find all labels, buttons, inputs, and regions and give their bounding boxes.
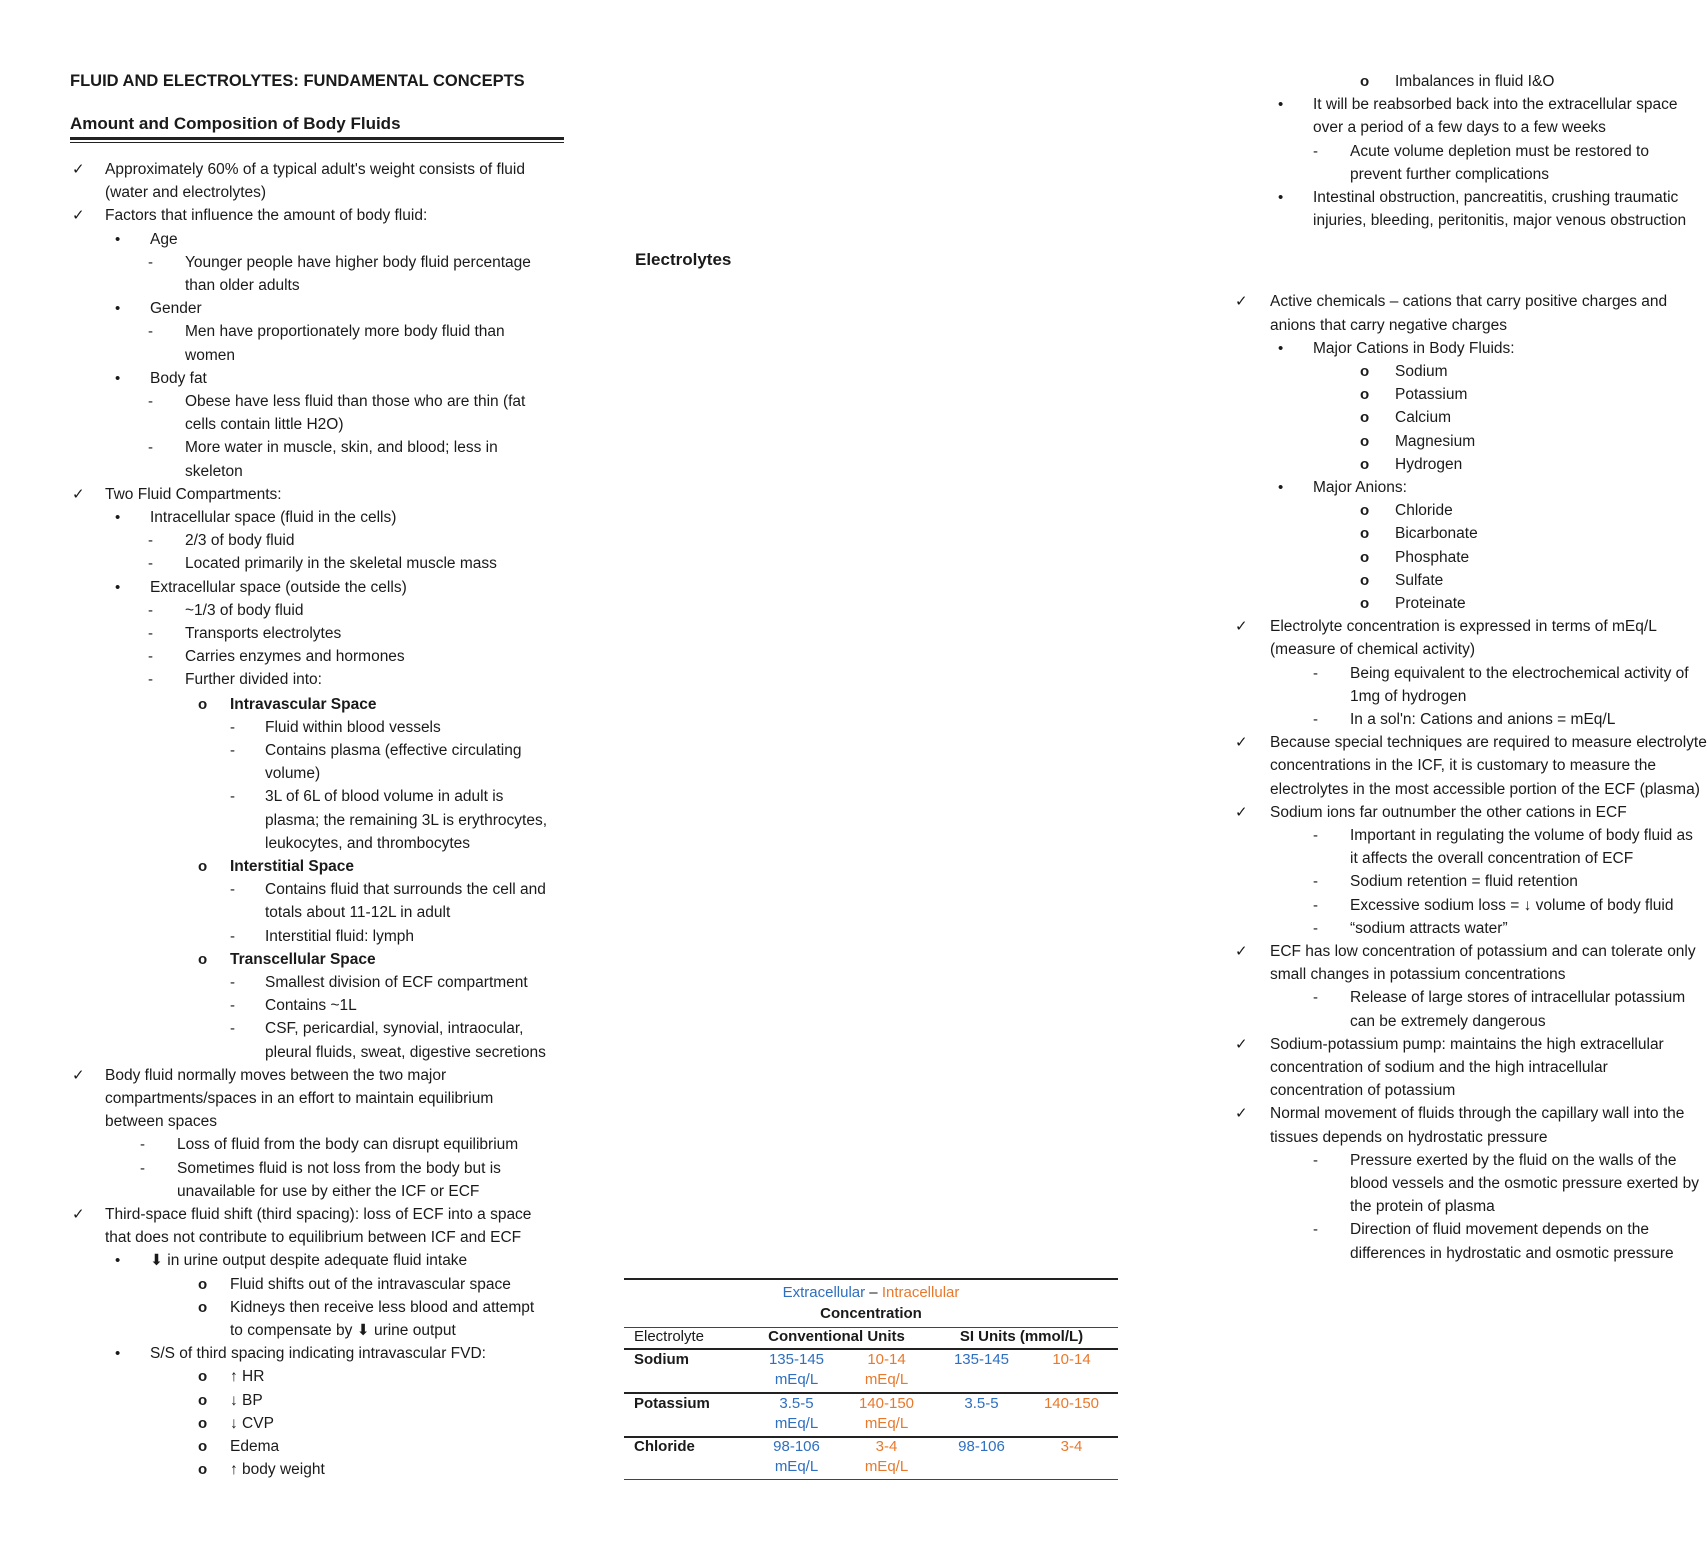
outline-line: concentrations in the ICF, it is customary to measure the [1270, 757, 1656, 775]
dash-marker: - [230, 788, 235, 806]
dash-marker: - [148, 601, 153, 619]
outline-line: Fluid within blood vessels [265, 718, 441, 736]
outline-line: 3L of 6L of blood volume in adult is [265, 788, 504, 806]
outline-line: ↓ CVP [230, 1414, 274, 1432]
outline-line: ⬇ in urine output despite adequate fluid intake [150, 1252, 468, 1270]
outline-line: to compensate by ⬇ urine output [230, 1322, 456, 1339]
dash-marker: - [1313, 1221, 1318, 1239]
circle-marker: o [1360, 571, 1370, 589]
dash-marker: - [148, 439, 153, 457]
caption-separator: – [865, 1284, 882, 1301]
outline-line: prevent further complications [1350, 165, 1550, 183]
circle-marker: o [198, 1438, 208, 1455]
conv-intracellular-value: 3-4 [875, 1438, 898, 1455]
circle-marker: o [1360, 455, 1370, 473]
outline-line: Chloride [1395, 502, 1453, 520]
row-rule [624, 1479, 1118, 1480]
outline-line: “sodium attracts water” [1350, 919, 1508, 937]
conv-extracellular-unit: mEq/L [774, 1458, 819, 1475]
dash-marker: - [1313, 664, 1318, 682]
outline-line: Sodium [1395, 363, 1448, 380]
dash-marker: - [230, 881, 235, 899]
bullet-marker: • [1278, 96, 1284, 114]
outline-line: Younger people have higher body fluid percentage [185, 253, 531, 271]
outline-line: Factors that influence the amount of body fluid: [105, 207, 428, 225]
outline-line: Potassium [1395, 386, 1468, 404]
outline-line: Interstitial Space [230, 858, 355, 875]
outline-line: Sodium ions far outnumber the other cations in ECF [1270, 803, 1627, 821]
outline-line: Contains fluid that surrounds the cell and [265, 881, 546, 899]
header-si-units: SI Units (mmol/L) [959, 1328, 1084, 1345]
outline-line: Smallest division of ECF compartment [265, 974, 528, 991]
caption-extracellular: Extracellular [782, 1284, 866, 1301]
outline-line: over a period of a few days to a few weeks [1313, 119, 1606, 137]
outline-line: concentration of sodium and the high intracellular [1270, 1059, 1608, 1076]
outline-line: Body fluid normally moves between the two major [105, 1066, 447, 1084]
outline-line: skeleton [185, 462, 243, 480]
table-top-rule [624, 1278, 1118, 1280]
outline-line: Sulfate [1395, 571, 1444, 589]
bullet-marker: • [1278, 479, 1284, 496]
circle-marker: o [1360, 73, 1370, 90]
outline-line: pleural fluids, sweat, digestive secretions [265, 1043, 546, 1061]
outline-line: Extracellular space (outside the cells) [150, 578, 407, 596]
outline-line: between spaces [105, 1113, 218, 1131]
bullet-marker: • [115, 369, 121, 387]
dash-marker: - [148, 253, 153, 271]
conv-extracellular-value: 3.5-5 [779, 1395, 814, 1412]
outline-line: More water in muscle, skin, and blood; less in [185, 439, 498, 457]
header-electrolyte: Electrolyte [634, 1328, 705, 1345]
outline-line: volume) [265, 765, 321, 783]
outline-line: 1mg of hydrogen [1350, 687, 1467, 705]
outline-line: Third-space fluid shift (third spacing): loss of ECF into a space [105, 1206, 532, 1223]
outline-line: Carries enzymes and hormones [185, 648, 405, 666]
outline-line: leukocytes, and thrombocytes [265, 834, 471, 852]
section-heading-body-fluids: Amount and Composition of Body Fluids [70, 114, 401, 133]
dash-marker: - [148, 393, 153, 410]
outline-line: can be extremely dangerous [1350, 1012, 1546, 1030]
circle-marker: o [198, 1275, 208, 1293]
dash-marker: - [1313, 896, 1318, 914]
dash-marker: - [148, 625, 153, 642]
outline-line: Gender [150, 300, 202, 318]
outline-line: ↑ HR [230, 1368, 265, 1386]
section-heading-electrolytes: Electrolytes [635, 250, 732, 269]
outline-line: Men have proportionately more body fluid than [185, 323, 505, 341]
outline-line: Major Cations in Body Fluids: [1313, 339, 1515, 357]
outline-line: totals about 11-12L in adult [265, 904, 451, 922]
outline-line: plasma; the remaining 3L is erythrocytes, [265, 811, 547, 829]
outline-line: Because special techniques are required to measure electrolyte [1270, 734, 1707, 752]
outline-line: Transports electrolytes [185, 625, 342, 642]
outline-line: Being equivalent to the electrochemical activity of [1350, 664, 1689, 682]
outline-line: Phosphate [1395, 548, 1470, 566]
circle-marker: o [198, 1461, 208, 1479]
circle-marker: o [1360, 409, 1370, 427]
dash-marker: - [140, 1136, 145, 1154]
circle-marker: o [1360, 386, 1370, 404]
dash-marker: - [148, 323, 153, 341]
circle-marker: o [198, 1298, 208, 1316]
caption-concentration: Concentration [820, 1305, 922, 1322]
outline-line: Contains plasma (effective circulating [265, 742, 522, 759]
dash-marker: - [148, 555, 153, 573]
dash-marker: - [230, 718, 235, 736]
circle-marker: o [198, 1368, 208, 1386]
outline-line: compartments/spaces in an effort to maintain equilibrium [105, 1090, 494, 1107]
outline-line: Transcellular Space [230, 950, 376, 968]
outline-line: anions that carry negative charges [1270, 316, 1507, 334]
row-electrolyte-name: Potassium [634, 1395, 710, 1412]
circle-marker: o [198, 1414, 208, 1432]
si-intracellular-value: 140-150 [1043, 1395, 1100, 1412]
dash-marker: - [230, 997, 235, 1015]
conv-extracellular-value: 135-145 [768, 1351, 825, 1368]
check-marker: ✓ [72, 1066, 85, 1084]
row-electrolyte-name: Chloride [634, 1438, 695, 1455]
dash-marker: - [140, 1159, 145, 1177]
dash-marker: - [148, 532, 153, 550]
outline-line: it affects the overall concentration of ECF [1350, 850, 1634, 868]
outline-line: Obese have less fluid than those who are thin (fat [185, 393, 526, 410]
outline-line: Interstitial fluid: lymph [265, 927, 415, 945]
bullet-marker: • [115, 578, 121, 596]
check-marker: ✓ [72, 207, 85, 225]
dash-marker: - [148, 671, 153, 689]
outline-line: Proteinate [1395, 595, 1466, 612]
caption-intracellular: Intracellular [881, 1284, 960, 1301]
si-extracellular-value: 135-145 [953, 1351, 1010, 1368]
outline-line: 2/3 of body fluid [185, 532, 295, 550]
check-marker: ✓ [1235, 803, 1248, 821]
conv-extracellular-unit: mEq/L [774, 1415, 819, 1432]
outline-line: S/S of third spacing indicating intravascular FVD: [150, 1345, 486, 1363]
outline-line: Electrolyte concentration is expressed in terms of mEq/L [1270, 618, 1657, 636]
outline-line: Contains ~1L [265, 997, 357, 1015]
header-conventional-units: Conventional Units [768, 1328, 905, 1345]
outline-line: Age [150, 230, 178, 248]
outline-line: women [185, 346, 235, 364]
check-marker: ✓ [1235, 734, 1248, 752]
outline-line: CSF, pericardial, synovial, intraocular, [265, 1020, 524, 1038]
check-marker: ✓ [1235, 618, 1248, 636]
outline-line: than older adults [185, 277, 300, 294]
check-marker: ✓ [1235, 293, 1248, 311]
circle-marker: o [198, 695, 208, 713]
conv-intracellular-unit: mEq/L [864, 1458, 909, 1475]
outline-line: differences in hydrostatic and osmotic pressure [1350, 1244, 1674, 1262]
outline-line: Body fat [150, 369, 207, 387]
outline-line: Major Anions: [1313, 479, 1407, 496]
outline-line: Pressure exerted by the fluid on the walls of the [1350, 1151, 1677, 1169]
circle-marker: o [1360, 595, 1370, 612]
section-rule [70, 137, 564, 140]
outline-line: ~1/3 of body fluid [185, 601, 304, 619]
bullet-marker: • [115, 1252, 121, 1270]
outline-line: Hydrogen [1395, 455, 1463, 473]
outline-line: Intestinal obstruction, pancreatitis, crushing traumatic [1313, 189, 1679, 206]
dash-marker: - [230, 742, 235, 759]
si-intracellular-value: 10-14 [1052, 1351, 1091, 1368]
outline-line: Intravascular Space [230, 695, 377, 713]
outline-line: ECF has low concentration of potassium and can tolerate only [1270, 943, 1696, 960]
check-marker: ✓ [1235, 1105, 1248, 1123]
outline-line: (measure of chemical activity) [1270, 641, 1476, 659]
section-rule-thin [70, 142, 564, 143]
bullet-marker: • [115, 509, 121, 526]
dash-marker: - [1313, 1151, 1318, 1169]
circle-marker: o [1360, 502, 1370, 520]
conv-extracellular-value: 98-106 [773, 1438, 820, 1455]
outline-line: Acute volume depletion must be restored to [1350, 142, 1649, 160]
outline-line: Direction of fluid movement depends on the [1350, 1221, 1649, 1239]
outline-line: injuries, bleeding, peritonitis, major venous obstruction [1313, 212, 1687, 230]
outline-line: Important in regulating the volume of body fluid as [1350, 827, 1693, 844]
dash-marker: - [230, 974, 235, 991]
conv-intracellular-unit: mEq/L [864, 1371, 909, 1388]
outline-line: Sodium-potassium pump: maintains the high extracellular [1270, 1035, 1664, 1053]
outline-line: Calcium [1395, 409, 1451, 427]
dash-marker: - [230, 927, 235, 945]
outline-line: Magnesium [1395, 432, 1476, 450]
bullet-marker: • [115, 230, 121, 248]
outline-line: It will be reabsorbed back into the extracellular space [1313, 96, 1678, 114]
bullet-marker: • [115, 300, 121, 318]
check-marker: ✓ [72, 485, 85, 503]
dash-marker: - [1313, 827, 1318, 844]
conv-intracellular-value: 140-150 [858, 1395, 915, 1412]
document-title: FLUID AND ELECTROLYTES: FUNDAMENTAL CONCEPTS [70, 72, 525, 90]
check-marker: ✓ [1235, 1035, 1248, 1053]
outline-line: Active chemicals – cations that carry positive charges and [1270, 293, 1668, 311]
outline-line: Edema [230, 1438, 280, 1455]
dash-marker: - [148, 648, 153, 666]
outline-line: Further divided into: [185, 671, 322, 689]
dash-marker: - [1313, 919, 1318, 937]
check-marker: ✓ [72, 161, 85, 178]
outline-line: cells contain little H2O) [185, 416, 344, 434]
outline-line: (water and electrolytes) [105, 184, 267, 202]
outline-line: unavailable for use by either the ICF or ECF [177, 1182, 480, 1200]
outline-line: Sodium retention = fluid retention [1350, 873, 1578, 891]
dash-marker: - [230, 1020, 235, 1038]
outline-line: small changes in potassium concentrations [1270, 966, 1566, 984]
outline-line: electrolytes in the most accessible portion of the ECF (plasma) [1270, 780, 1700, 798]
outline-line: Fluid shifts out of the intravascular space [230, 1275, 511, 1293]
table-caption [624, 1282, 1118, 1303]
outline-line: blood vessels and the osmotic pressure exerted by [1350, 1175, 1699, 1192]
outline-line: concentration of potassium [1270, 1082, 1456, 1100]
check-marker: ✓ [1235, 943, 1248, 960]
outline-line: Located primarily in the skeletal muscle mass [185, 555, 497, 573]
outline-line: Sometimes fluid is not loss from the body but is [177, 1159, 501, 1177]
outline-line: Normal movement of fluids through the capillary wall into the [1270, 1105, 1685, 1123]
conv-intracellular-value: 10-14 [867, 1351, 906, 1368]
outline-line: Intracellular space (fluid in the cells) [150, 509, 397, 526]
dash-marker: - [1313, 873, 1318, 891]
circle-marker: o [198, 950, 208, 968]
bullet-marker: • [1278, 339, 1284, 357]
bullet-marker: • [115, 1345, 121, 1363]
outline-line: Kidneys then receive less blood and attempt [230, 1298, 535, 1316]
outline-line: tissues depends on hydrostatic pressure [1270, 1128, 1548, 1146]
circle-marker: o [1360, 525, 1370, 543]
dash-marker: - [1313, 142, 1318, 160]
si-extracellular-value: 98-106 [958, 1438, 1005, 1455]
outline-line: Approximately 60% of a typical adult's weight consists of fluid [105, 161, 525, 178]
circle-marker: o [1360, 363, 1370, 380]
outline-line: Excessive sodium loss = ↓ volume of body fluid [1350, 896, 1674, 914]
outline-line: Imbalances in fluid I&O [1395, 73, 1555, 90]
circle-marker: o [1360, 548, 1370, 566]
bullet-marker: • [1278, 189, 1284, 206]
circle-marker: o [198, 1391, 208, 1409]
outline-line: the protein of plasma [1350, 1198, 1495, 1216]
outline-line: Loss of fluid from the body can disrupt equilibrium [177, 1136, 519, 1154]
outline-line: ↓ BP [230, 1391, 263, 1409]
si-extracellular-value: 3.5-5 [964, 1395, 999, 1412]
outline-line: that does not contribute to equilibrium between ICF and ECF [105, 1229, 522, 1247]
outline-line: In a sol'n: Cations and anions = mEq/L [1350, 711, 1616, 728]
dash-marker: - [1313, 989, 1318, 1007]
outline-line: Two Fluid Compartments: [105, 485, 282, 503]
outline-line: Bicarbonate [1395, 525, 1478, 543]
check-marker: ✓ [72, 1206, 85, 1223]
si-intracellular-value: 3-4 [1060, 1438, 1083, 1455]
outline-line: ↑ body weight [230, 1461, 325, 1479]
conv-extracellular-unit: mEq/L [774, 1371, 819, 1388]
circle-marker: o [198, 858, 208, 875]
outline-line: Release of large stores of intracellular potassium [1350, 989, 1686, 1007]
row-electrolyte-name: Sodium [634, 1351, 689, 1368]
conv-intracellular-unit: mEq/L [864, 1415, 909, 1432]
dash-marker: - [1313, 711, 1318, 728]
circle-marker: o [1360, 432, 1370, 450]
